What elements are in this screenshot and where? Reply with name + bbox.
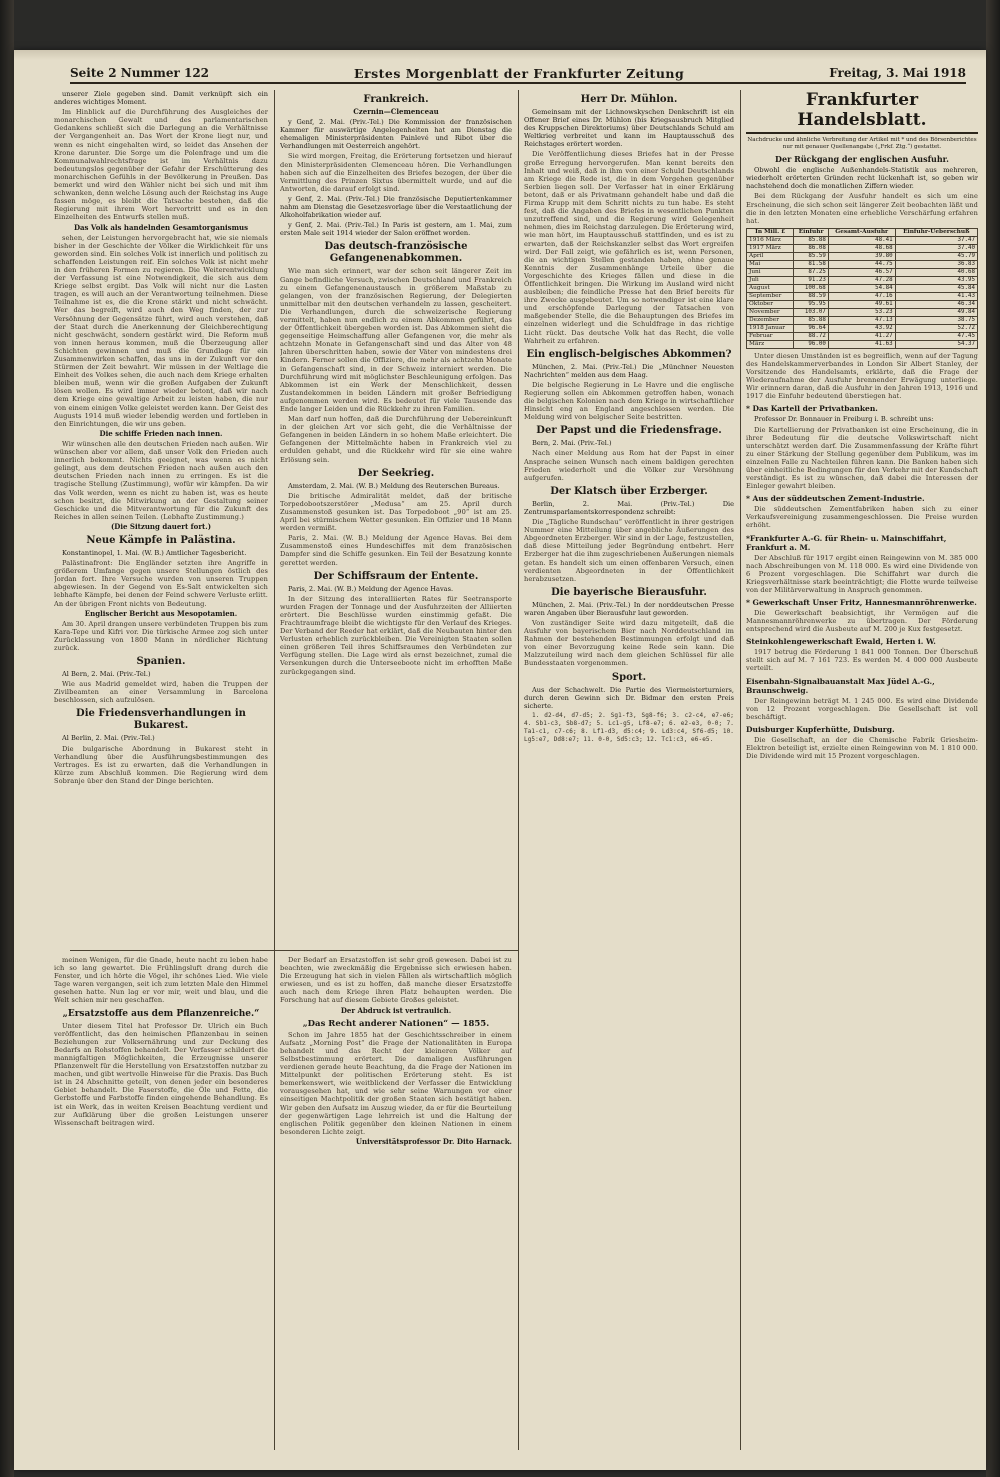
article-text: Konstantinopel, 1. Mai. (W. B.) Amtlicher Tagesbericht. [62, 548, 247, 557]
table-cell: 48.41 [828, 236, 895, 244]
body-text: Wie man sich erinnert, war der schon seit längerer Zeit im Gange befindliche Versuch, zwischen Deutschland und Frankreich zu einem Gefangenenaustausch in größerem Maßstab zu gelangen, von der französischen Regierung, der Delegierten unmittelbar mit den deutschen verhandeln zu lassen, gescheitert. Die Verhandlungen, durch die schweizerische Regierung vermittelt, haben nun endlich zu einem Abkommen geführt, das der Öffentlichkeit übergeben worden ist. Das Abkommen sieht die gegenseitige Heimschaffung aller Gefangenen vor, die mehr als achtzehn Monate in Gefangenschaft sind und das Alter von 48 Jahren überschritten haben, sowie der Väter von mindestens drei Kindern. Ferner sollen die Offiziere, die mehr als achtzehn Monate in Gefangenschaft sind, in der Schweiz interniert werden. Die Durchführung wird mit möglichster Beschleunigung erfolgen. Das Abkommen ist ein Werk der Menschlichkeit, dessen Zustandekommen in beiden Ländern mit großer Befriedigung aufgenommen werden wird. Es bedeutet für viele Tausende das Ende langer Leiden und die Rückkehr zu ihren Familien. [280, 267, 512, 413]
page-number: Seite 2 Nummer 122 [70, 66, 210, 80]
column-2 [280, 90, 512, 945]
bottom-middle [280, 956, 512, 1450]
body-text: Der Bedarf an Ersatzstoffen ist sehr groß gewesen. Dabei ist zu beachten, wie zweckmäßig die Ergebnisse sich erwiesen haben. Die Erzeugung hat sich in vielen Fällen als wirtschaftlich möglich erwiesen, und es ist zu hoffen, daß manche dieser Ersatzstoffe auch nach dem Kriege ihren Platz behaupten werden. Die Forschung hat auf diesem Gebiete Großes geleistet. [280, 956, 512, 1005]
table-cell: 54.84 [828, 284, 895, 292]
editorial-note: Der Abdruck ist vertraulich. [340, 1005, 452, 1015]
article-text: Obwohl die englische Außenhandels-Statistik aus mehreren, wiederholt erörterten Gründen recht lückenhaft ist, so geben wir nachstehend doch die monatlichen Ziffern wieder. [746, 166, 978, 191]
issue-date: Freitag, 3. Mai 1918 [829, 66, 966, 80]
table-cell: 44.75 [828, 260, 895, 268]
body-text: Der Abschluß für 1917 ergibt einen Reingewinn von M. 385 000 nach Abschreibungen von M. 118 000. Es wird eine Dividende von 6 Prozent vorgeschlagen. Die Schiffahrt war durch die Kriegsverhältnisse stark beeinträchtigt; die Flotte wurde teilweise von der Militärverwaltung in Anspruch genommen. [746, 553, 978, 594]
article-text: Berlin, 2. Mai. (Priv.-Tel.) Die Zentrumsparlamentskorrespondenz schreibt: [524, 499, 734, 516]
body-text: Die belgische Regierung in Le Havre und die englische Regierung sollen ein Abkommen getroffen haben, wonach die belgischen Kolonien nach dem Kriege in wirtschaftlicher Hinsicht eng an England angeschlossen werden. Die Meldung wird von belgischer Seite bestritten. [524, 380, 734, 422]
article-headline: Der Seekrieg. [357, 467, 435, 479]
body-text: Nach einer Meldung aus Rom hat der Papst in einer Ansprache seinen Wunsch nach einem baldigen gerechten Frieden wiederholt und die Völker zur Versöhnung aufgerufen. [524, 449, 734, 482]
article-text: Al Berlin, 2. Mai. (Priv.-Tel.) [62, 734, 155, 743]
table-cell: 43.95 [895, 276, 977, 284]
table-cell: 47.28 [828, 276, 895, 284]
feuilleton-headline: „Das Recht anderer Nationen“ — 1855. [302, 1018, 490, 1029]
table-cell: 46.57 [828, 268, 895, 276]
article-text: y Genf, 2. Mai. (Priv.-Tel.) In Paris ist gestern, am 1. Mai, zum ersten Male seit 1914 wieder der Salon eröffnet worden. [280, 221, 512, 238]
table-cell: Juni [747, 268, 794, 276]
table-cell: 52.72 [895, 324, 977, 332]
body-text: Palästinafront: Die Engländer setzten ihre Angriffe in größerem Umfange gegen unsere Stellungen östlich des Jordan fort. Ihre Versuche wurden von unseren Truppen abgewiesen. In der Gegend von Es-Salt entwickelten sich lebhafte Kämpfe, bei denen der Feind schwere Verluste erlitt. An der übrigen Front nichts von Bedeutung. [54, 559, 268, 608]
table-cell: 85.59 [794, 252, 828, 260]
article-headline: * Gewerkschaft Unser Fritz, Hannesmannröhrenwerke. [746, 598, 977, 607]
article-headline: Das deutsch-französische Gefangenenabkommen. [324, 241, 468, 265]
newspaper-title: Erstes Morgenblatt der Frankfurter Zeitung [353, 65, 685, 81]
table-row [747, 332, 978, 340]
article-headline: Der Papst und die Friedensfrage. [536, 425, 722, 437]
article-text: Paris, 2. Mai. (W. B.) Meldung der Agence Havas. [288, 584, 454, 593]
article-text: Amsterdam, 2. Mai. (W. B.) Meldung des Reuterschen Bureaus. [288, 481, 500, 490]
table-cell: August [747, 284, 794, 292]
body-text: Paris, 2. Mai. (W. B.) Meldung der Agence Havas. Bei dem Zusammenstoß eines Hundeschiffes mit dem französischen Dampfer sind die Schiffe gesunken. Ein Teil der Besatzung konnte gerettet werden. [280, 534, 512, 567]
export-table [746, 228, 978, 349]
table-cell: 54.37 [895, 340, 977, 348]
body-text: Die bulgarische Abordnung in Bukarest steht in Verhandlung über die Ausführungsbestimmungen des Vertrages. Es ist zu erwarten, daß die Verhandlungen in Kürze zum Abschluß kommen. Die Regierung wird dem Sobranje über den Stand der Dinge berichten. [54, 744, 268, 785]
body-text: Von zuständiger Seite wird dazu mitgeteilt, daß die Ausfuhr von bayerischem Bier nach Norddeutschland im Rahmen der bestehenden Bestimmungen erfolgt und daß von einer Bevorzugung keine Rede sein kann. Die Malzzuteilung wird nach dem gleichen Schlüssel für alle Bundesstaaten vorgenommen. [524, 618, 734, 668]
table-cell: 85.88 [794, 316, 828, 324]
table-cell: 1916 März [747, 236, 794, 244]
body-text: In der Sitzung des interalliierten Rates für Seetransporte wurden Fragen der Tonnage und der Ausfuhrzeiten der Alliierten erörtert. Die Beschlüsse wurden einstimmig gefaßt. Die Frachtraumfrage bleibt die wichtigste für den Verlauf des Krieges. Der Verband der Reeder hat erklärt, daß die Neubauten hinter den Verlusten erheblich zurückbleiben. Die Vereinigten Staaten sollen einen größeren Teil ihres Schiffsraumes den Verbündeten zur Verfügung stellen. Die Lage wird als ernst bezeichnet, zumal die Versenkungen durch die Unterseeboote nicht im erhofften Maße zurückgegangen sind. [280, 594, 512, 676]
table-cell: 88.59 [794, 292, 828, 300]
body-text: sehen, der Leistungen hervorgebracht hat, wie sie niemals bisher in der Geschichte der Völker die Wirklichkeit für uns geworden sind. Ein solches Volk ist innerlich und politisch zu schaffenden Leistungen reif. Ein solches Volk ist nicht mehr in den früheren Formen zu regieren. Die Weiterentwicklung der Verfassung ist eine Notwendigkeit, die sich aus dem Kriege selbst ergibt. Das Volk will nicht nur die Lasten tragen, es will auch an der Verantwortung teilnehmen. Diese Teilnahme ist es, die die Krone stärkt und nicht schwächt. Wer das begreift, wird auch den Weg finden, der zur Versöhnung der Gegensätze führt, wird auch verstehen, daß der Staat durch die Anerkennung der Gleichberechtigung nicht geschwächt, sondern gestärkt wird. Die Reform muß von innen heraus kommen, muß die Überzeugung aller Schichten gewinnen und muß die Grundlage für ein Zusammenwirken schaffen, das uns in der Zukunft vor den Stürmen der Zeit bewahrt. Wir müssen in der Weltlage die Einheit des Volkes sehen, die auch nach dem Kriege erhalten bleiben muß, wenn wir die großen Aufgaben der Zukunft lösen wollen. Es wird immer wieder betont, daß wir nach dem Kriege eine gewaltige Arbeit zu leisten haben, die nur von einem einigen Volke geleistet werden kann. Der Geist des Augusts 1914 muß wieder lebendig werden und fortleben in den Einrichtungen, die wir uns geben. [54, 233, 268, 428]
table-row [747, 244, 978, 252]
table-row [747, 292, 978, 300]
newspaper-page [14, 50, 986, 1470]
table-cell: 53.23 [828, 308, 895, 316]
section-rule [70, 950, 518, 951]
handelsblatt-title: Frankfurter Handelsblatt. [746, 90, 978, 134]
table-header: In Mill. £ [747, 228, 794, 236]
body-text: Die Veröffentlichung dieses Briefes hat in der Presse große Erregung hervorgerufen. Man kennt bereits den Inhalt und weiß, daß in ihm von einer Schuld Deutschlands am Kriege die Rede ist, die in dem Vorgehen gegenüber Serbien liegen soll. Der Verfasser hat in einer Erklärung betont, daß er als Privatmann gehandelt habe und daß die Firma Krupp mit dem Schritt nichts zu tun habe. Es steht fest, daß die Angaben des Briefes in wesentlichen Punkten unzutreffend sind, und die Regierung wird Gelegenheit nehmen, dies im Reichstag darzulegen. Die Erörterung wird, wie man hört, im Hauptausschuß stattfinden, und es ist zu erwarten, daß der Reichskanzler selbst das Wort ergreifen wird. Der Fall zeigt, wie gefährlich es ist, wenn Personen, die an wichtigen Stellen gestanden haben, ohne genaue Kenntnis der Zusammenhänge Urteile über die Vorgeschichte des Krieges fällen und diese in die Öffentlichkeit bringen. Die Wirkung im Ausland wird nicht ausbleiben; die feindliche Presse hat den Brief bereits für ihre Zwecke ausgebeutet. Um so notwendiger ist eine klare und erschöpfende Darlegung der Tatsachen von maßgebender Stelle, die die Behauptungen des Briefes im einzelnen widerlegt und die Schuldfrage in das richtige Licht rückt. Das deutsche Volk hat das Recht, die volle Wahrheit zu erfahren. [524, 150, 734, 345]
table-cell: 95.95 [794, 300, 828, 308]
body-text: Man darf nun hoffen, daß die Durchführung der Uebereinkunft in der gleichen Art vor sich geht, die die Verhältnisse der Gefangenen in beiden Ländern in so hohem Maße erleichtert. Die Gefangenen der Mittelmächte haben in Frankreich viel zu erdulden gehabt, und die Rückkehr wird für sie eine wahre Erlösung sein. [280, 415, 512, 464]
table-cell: September [747, 292, 794, 300]
body-text: Sie wird morgen, Freitag, die Erörterung fortsetzen und hierauf den Ministerpräsidenten Clemenceau hören. Die Verhandlungen haben sich auf die Einzelheiten des Briefes bezogen, der über die Vermittlung des Prinzen Sixtus übermittelt wurde, und auf die Antworten, die darauf erfolgt sind. [280, 152, 512, 193]
article-headline: Herr Dr. Mühlon. [580, 94, 678, 105]
table-cell: Oktober [747, 300, 794, 308]
table-cell: 41.43 [895, 292, 977, 300]
table-cell: März [747, 340, 794, 348]
column-1 [54, 90, 268, 945]
table-cell: 46.34 [895, 300, 977, 308]
table-cell: 43.92 [828, 324, 895, 332]
handelsblatt-subtitle: Nachdrucke und ähnliche Verbreitung der Artikel mit * und des Börsenberichtes nur mit genauer Quellenangabe („Frkf. Ztg.“) gestattet. [747, 137, 977, 150]
column-rule [518, 90, 519, 1450]
table-cell: 45.79 [895, 252, 977, 260]
table-cell: 49.84 [895, 308, 977, 316]
table-header: Gesamt-Ausfuhr [828, 228, 895, 236]
column-rule [740, 90, 741, 1450]
body-text: Die Gesellschaft, an der die Chemische Fabrik Griesheim-Elektron beteiligt ist, erzielte einen Reingewinn von M. 1 810 000. Die Dividende wird mit 15 Prozent vorgeschlagen. [746, 735, 978, 761]
table-cell: 45.84 [895, 284, 977, 292]
table-row [747, 324, 978, 332]
table-header: Einfuhr [794, 228, 828, 236]
article-subhead: Das Volk als handelnden Gesamtorganismus [73, 222, 249, 232]
table-cell: 41.27 [828, 332, 895, 340]
body-text: Am 30. April drangen unsere verbündeten Truppen bis zum Kara-Tepe und Kifri vor. Die türkische Armee zog sich unter Zurücklassung von 1800 Mann in nördlicher Richtung zurück. [54, 619, 268, 652]
table-cell: Juli [747, 276, 794, 284]
table-cell: 49.61 [828, 300, 895, 308]
body-text: Unter diesen Umständen ist es begreiflich, wenn auf der Tagung des Handelskammerverbandes in London Sir Albert Stanley, der Vorsitzende des Handelsamts, erklärte, daß die Frage der Wiederaufnahme der Ausfuhr brennender Erwägung unterliege. Wir erinnern daran, daß die Ausfuhr in den Jahren 1913, 1916 und 1917 die Einfuhr bedeutend überstiegen hat. [746, 351, 978, 401]
article-headline: * Aus der süddeutschen Zement-Industrie. [746, 494, 925, 504]
table-cell: 39.80 [828, 252, 895, 260]
article-subhead: Die schiffe Frieden nach innen. [99, 428, 223, 438]
scan-edge-right [986, 0, 1000, 1477]
column-4-handelsblatt [746, 90, 978, 1450]
article-text: Professor Dr. Bonnauer in Freiburg i. B. schreibt uns: [754, 415, 934, 424]
table-cell: 38.75 [895, 316, 977, 324]
table-cell: 1918 Januar [747, 324, 794, 332]
article-headline: Spanien. [136, 656, 186, 668]
article-headline: Steinkohlengewerkschaft Ewald, Herten i. W. [746, 637, 936, 647]
table-cell: 86.08 [794, 244, 828, 252]
article-text: y Genf, 2. Mai. (Priv.-Tel.) Die Kommission der französischen Kammer für auswärtige Angelegenheiten hat am Dienstag die ehemaligen Ministerpräsidenten Painlevé und Ribot über die Verhandlungen mit Oesterreich angehört. [280, 118, 512, 151]
table-cell: 47.16 [828, 292, 895, 300]
table-row [747, 300, 978, 308]
body-text: 1917 betrug die Förderung 1 841 000 Tonnen. Der Überschuß stellt sich auf M. 7 161 723. Es werden M. 4 000 000 Ausbeute verteilt. [746, 648, 978, 673]
article-text: München, 2. Mai. (Priv.-Tel.) In der norddeutschen Presse waren Angaben über Bierausfuhr laut geworden. [524, 600, 734, 617]
article-headline: Sport. [611, 671, 647, 683]
body-text: Schon im Jahre 1855 hat der Geschichtsschreiber in einem Aufsatz „Morning Post“ die Frage der Nationalitäten in Europa behandelt und das Recht der kleineren Völker auf Selbstbestimmung erörtert. Die damaligen Ausführungen verdienen gerade heute Beachtung, da die Frage der Nationen im Mittelpunkt der politischen Erörterung steht. Es ist bemerkenswert, wie weitblickend der Verfasser die Entwicklung vorausgesehen hat, und wie sehr seine Warnungen vor einer einseitigen Machtpolitik der großen Staaten sich bestätigt haben. Wir geben den Aufsatz im Auszug wieder, da er für die Beurteilung der gegenwärtigen Lage lehrreich ist und die Haltung der englischen Politik gegenüber den kleinen Nationen in einem besonderen Lichte zeigt. [280, 1030, 512, 1136]
article-headline: *Frankfurter A.-G. für Rhein- u. Mainschiffahrt, Frankfurt a. M. [746, 533, 947, 552]
article-headline: Ein englisch-belgisches Abkommen? [526, 348, 732, 360]
table-cell: 47.13 [828, 316, 895, 324]
table-row [747, 284, 978, 292]
article-headline: Der Schiffsraum der Entente. [313, 570, 479, 582]
table-cell: Dezember [747, 316, 794, 324]
article-text: Bern, 2. Mai. (Priv.-Tel.) [532, 439, 612, 448]
body-text: Wir wünschen alle den deutschen Frieden nach außen. Wir wünschen aber vor allem, daß unser Volk den Frieden auch innerlich bekommt. Nichts geeignet, was wenn es nicht gelingt, aus dem deutschen Frieden nach außen auch den deutschen Frieden nach innen zu erringen. Es ist die tragische Stellung (Zustimmung), wofür wir kämpfen. Da wir das Volk werden, wenn es nicht zu haben ist, was es heute schon besitzt, die Mitwirkung an der Gestaltung seiner Geschicke und die Mitverantwortung für die Zukunft des Reiches in allen seinen Teilen. (Lebhafte Zustimmung.) [54, 439, 268, 521]
body-text: Der Reingewinn beträgt M. 1 245 000. Es wird eine Dividende von 12 Prozent vorgeschlagen. Die Gesellschaft ist voll beschäftigt. [746, 696, 978, 721]
body-text: Die Kartellierung der Privatbanken ist eine Erscheinung, die in ihrer Bedeutung für die deutsche Volkswirtschaft nicht unterschätzt werden darf. Die Zusammenfassung der Kräfte führt zu einer Stärkung der Stellung gegenüber dem Publikum, was im einzelnen Falle zu Nachteilen führen kann. Die Banken haben sich über einheitliche Bedingungen für den Verkehr mit der Kundschaft verständigt. Es ist zu wünschen, daß dabei die Interessen der Einleger gewahrt bleiben. [746, 425, 978, 491]
article-headline: Der Rückgang der englischen Ausfuhr. [775, 154, 949, 165]
table-cell: November [747, 308, 794, 316]
table-cell: 85.88 [794, 236, 828, 244]
table-cell: 96.64 [794, 324, 828, 332]
table-cell: 100.68 [794, 284, 828, 292]
table-cell: Februar [747, 332, 794, 340]
table-cell: 41.63 [828, 340, 895, 348]
body-text: Im Hinblick auf die Durchführung des Ausgleiches der monarchischen Gewalt und des parlamentarischen Gedankens schließt sich die Darlegung an die Verhältnisse der Vergangenheit an. Das Wort der Krone liegt nur, und wenn es nicht eingehalten wird, so leidet das Ansehen der Krone darunter. Die Sorge um die Polenfrage und um die Kommunalwahlrechtsfrage ist im Verhältnis dazu bedeutungslos gegenüber der Gefahr der Erschütterung des monarchischen Gefühls in der Bevölkerung in Preußen. Das bemerkt und wird den Wähler nicht bei sich und mit ihm schwanken, denn welche Lösung auch der Reichstag ins Auge fassen möge, es bleibt die Tatsache bestehen, daß die Regierung mit ihrem Wort hervortritt und es in den Einzelheiten des Entwurfs stellen muß. [54, 108, 268, 222]
article-headline: Die Friedensverhandlungen in Bukarest. [76, 708, 246, 732]
table-cell: 81.58 [794, 260, 828, 268]
table-cell: 47.45 [895, 332, 977, 340]
article-headline: Frankreich. [363, 94, 429, 105]
article-text: Al Bern, 2. Mai. (Priv.-Tel.) [62, 670, 151, 679]
table-row [747, 260, 978, 268]
article-text: Aus der Schachwelt. Die Partie des Viermeisterturniers, durch deren Gewinn sich Dr. Bidmar den ersten Preis sicherte. [524, 685, 734, 710]
scan-edge-left [0, 0, 14, 1477]
sitzung-note: (Die Sitzung dauert fort.) [110, 521, 212, 531]
table-cell: 96.00 [794, 340, 828, 348]
body-text: Die britische Admiralität meldet, daß der britische Torpedobootszerstörer „Medusa“ am 25. April durch Zusammenstoß gesunken ist. Das Torpedoboot „90“ ist am 25. April bei stürmischem Wetter gesunken. Ein Offizier und 18 Mann werden vermißt. [280, 491, 512, 533]
table-header: Einfuhr-Ueberschuß [895, 228, 977, 236]
table-row [747, 308, 978, 316]
table-row [747, 268, 978, 276]
table-cell: 48.68 [828, 244, 895, 252]
table-row [747, 340, 978, 348]
author-signature: Universitätsprofessor Dr. Dito Harnack. [355, 1136, 512, 1146]
article-headline: * Das Kartell der Privatbanken. [746, 404, 878, 414]
table-cell: 103.07 [794, 308, 828, 316]
table-cell: 37.47 [895, 236, 977, 244]
table-cell: 91.23 [794, 276, 828, 284]
article-subhead: Czernin—Clemenceau [353, 107, 439, 116]
column-3 [524, 90, 734, 1450]
table-cell: Mai [747, 260, 794, 268]
bottom-left [54, 956, 268, 1450]
table-cell: 1917 März [747, 244, 794, 252]
table-row [747, 316, 978, 324]
table-row [747, 276, 978, 284]
table-row [747, 252, 978, 260]
article-headline: Eisenbahn-Signalbauanstalt Max Jüdel A.-G., Braunschweig. [746, 676, 935, 695]
article-subhead: Englischer Bericht aus Mesopotamien. [84, 608, 238, 618]
article-headline: Neue Kämpfe in Palästina. [86, 534, 236, 546]
body-text: Die Gewerkschaft beabsichtigt, ihr Vermögen auf die Mannesmannröhrenwerke zu übertragen. Der Förderung entsprechend wird die Ausbeute auf M. 200 je Kux festgesetzt. [746, 609, 978, 634]
body-text: meinen Wenigen, für die Gnade, heute nacht zu leben habe ich so lang gewartet. Die Frühlingsluft drang durch die Fenster, und ich hörte die Vögel, ihr schönes Lied. Wie viele Tage waren vergangen, seit ich zum letzten Male den Himmel gesehen hatte. Nun lag er vor mir, weit und blau, und die Welt schien mir neu geschaffen. [54, 956, 268, 1005]
article-text: Gemeinsam mit der Lichnowskyschen Denkschrift ist ein Offener Brief eines Dr. Mühlon (bis Kriegsausbruch Mitglied des Kruppschen Direktoriums) über Deutschlands Schuld am Weltkrieg verbreitet und kann im Hauptausschuß des Reichstages erörtert worden. [524, 108, 734, 149]
table-cell: 37.40 [895, 244, 977, 252]
feuilleton-headline: „Ersatzstoffe aus dem Pflanzenreiche.“ [62, 1008, 260, 1019]
table-cell: 40.68 [895, 268, 977, 276]
article-text: y Genf, 2. Mai. (Priv.-Tel.) Die französische Deputiertenkammer nahm am Dienstag die Gesetzesvorlage über die Verstaatlichung der Alkoholfabrikation wieder auf. [280, 194, 512, 220]
article-headline: Die bayerische Bierausfuhr. [551, 586, 707, 598]
table-cell: April [747, 252, 794, 260]
article-headline: Duisburger Kupferhütte, Duisburg. [746, 724, 895, 734]
page-top-band [14, 50, 986, 60]
article-text: unserer Ziele gegeben sind. Damit verknüpft sich ein anderes wichtiges Moment. [54, 90, 268, 107]
body-text: 1. d2-d4, d7-d5; 2. Sg1-f3, Sg8-f6; 3. c2-c4, e7-e6; 4. Sb1-c3, Sb8-d7; 5. Lc1-g5, Lf8-e7; 6. e2-e3, 0-0; 7. Ta1-c1, c7-c6; 8. Lf1-d3, d5:c4; 9. Ld3:c4, Sf6-d5; 10. Lg5:e7, Dd8:e7; 11. 0-0, Sd5:c3; 12. Tc1:c3, e6-e5. [524, 711, 734, 744]
body-text: Wie aus Madrid gemeldet wird, haben die Truppen der Zivilbeamten an einer Versammlung in Barcelona beschlossen, sich aufzulösen. [54, 680, 268, 705]
body-text: Die „Tägliche Rundschau“ veröffentlicht in ihrer gestrigen Nummer eine Mitteilung über angebliche Äußerungen des Abgeordneten Erzberger. Wir sind in der Lage, festzustellen, daß diese Mitteilung jeder Begründung entbehrt. Herr Erzberger hat die ihm zugeschriebenen Äußerungen niemals getan. Es handelt sich um einen offenbaren Versuch, einen verdienten Abgeordneten in der Öffentlichkeit herabzusetzen. [524, 518, 734, 583]
body-text: Bei dem Rückgang der Ausfuhr handelt es sich um eine Erscheinung, die sich schon seit längerer Zeit beobachten läßt und die in den letzten Monaten eine erhebliche Verschärfung erfahren hat. [746, 192, 978, 225]
article-headline: Der Klatsch über Erzberger. [550, 485, 708, 497]
table-row [747, 236, 978, 244]
column-rule [274, 956, 275, 1450]
body-text: Unter diesem Titel hat Professor Dr. Ulrich ein Buch veröffentlicht, das den heimischen Pflanzenbau in seinen Beziehungen zur Volksernährung und zur Deckung des Bedarfs an Rohstoffen behandelt. Der Verfasser schildert die mannigfaltigen Möglichkeiten, die Erzeugnisse unserer Pflanzenwelt für die Herstellung von Ersatzstoffen nutzbar zu machen, und gibt wertvolle Hinweise für die Praxis. Das Buch ist in 24 Abschnitte geteilt, von denen jeder ein besonderes Gebiet behandelt. Die Faserstoffe, die Öle und Fette, die Gerbstoffe und Farbstoffe finden eingehende Behandlung. Es ist ein Werk, das in weiten Kreisen Beachtung verdient und zur Aufklärung über die großen Leistungen unserer Wissenschaft beitragen wird. [54, 1021, 268, 1127]
body-text: Die süddeutschen Zementfabriken haben sich zu einer Verkaufsvereinigung zusammengeschlossen. Die Preise wurden erhöht. [746, 505, 978, 530]
masthead [70, 64, 966, 84]
table-cell: 36.83 [895, 260, 977, 268]
table-cell: 87.25 [794, 268, 828, 276]
article-text: München, 2. Mai. (Priv.-Tel.) Die „Münchner Neuesten Nachrichten“ melden aus dem Haag. [524, 362, 734, 379]
table-cell: 88.72 [794, 332, 828, 340]
